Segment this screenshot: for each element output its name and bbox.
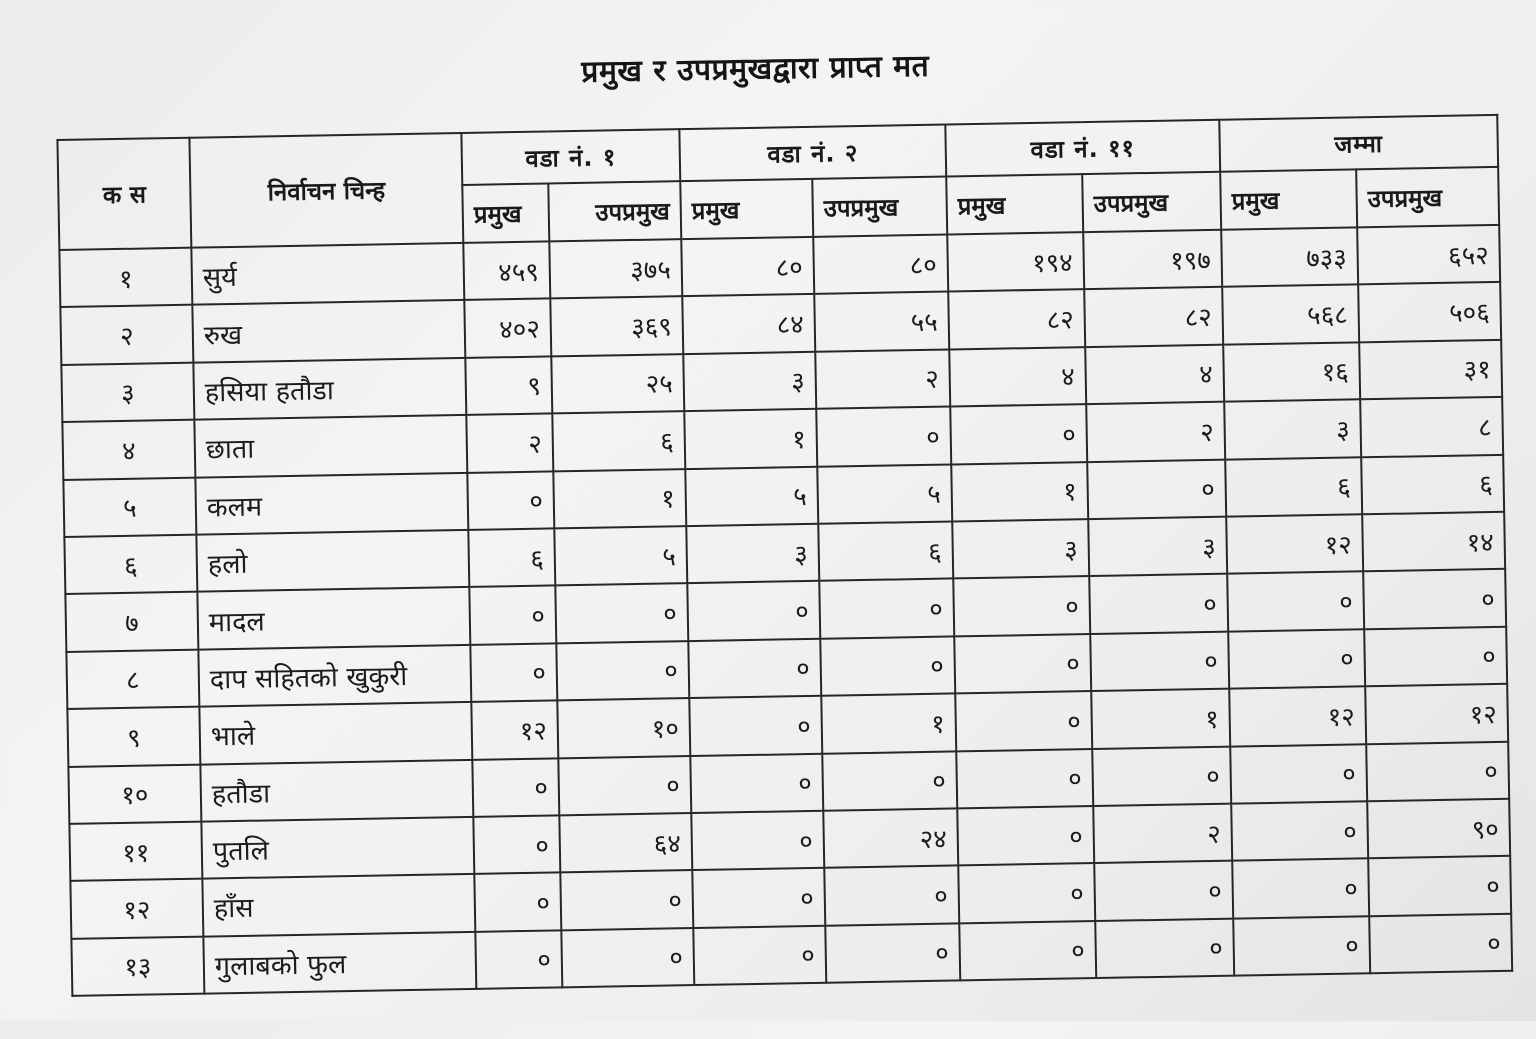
header-symbol: निर्वाचन चिन्ह — [189, 133, 463, 248]
ward-2-deputy-cell: ६ — [818, 521, 953, 581]
ward-2-chief-cell: ५ — [685, 466, 818, 526]
header-ward-11-chief: प्रमुख — [946, 174, 1083, 234]
symbol-cell: हसिया हतौडा — [193, 358, 466, 420]
ward-1-chief-cell: २ — [466, 414, 553, 473]
ward-11-deputy-cell: १ — [1091, 689, 1230, 749]
ward-2-deputy-cell: ८० — [813, 235, 948, 295]
total-deputy-cell: ३१ — [1359, 340, 1502, 400]
total-chief-cell: ३ — [1224, 399, 1361, 459]
ward-2-chief-cell: ० — [688, 639, 821, 699]
ward-11-chief-cell: ८२ — [948, 290, 1085, 350]
ward-1-chief-cell: ० — [472, 758, 559, 817]
ward-2-chief-cell: ८० — [681, 237, 814, 297]
symbol-cell: मादल — [197, 587, 470, 649]
serial-cell: ५ — [63, 477, 196, 537]
ward-11-deputy-cell: ४ — [1085, 344, 1224, 404]
header-ward-1-chief: प्रमुख — [462, 183, 549, 242]
ward-1-chief-cell: ० — [470, 643, 557, 702]
total-chief-cell: १६ — [1223, 342, 1360, 402]
header-serial: क स — [57, 138, 191, 250]
ward-2-chief-cell: ० — [693, 925, 826, 985]
symbol-cell: दाप सहितको खुकुरी — [198, 645, 471, 707]
total-deputy-cell: १२ — [1365, 684, 1508, 744]
ward-1-deputy-cell: ० — [558, 756, 691, 816]
ward-2-chief-cell: १ — [684, 409, 817, 469]
header-ward-1-deputy: उपप्रमुख — [548, 181, 681, 241]
header-ward-2-deputy: उपप्रमुख — [812, 177, 947, 237]
total-deputy-cell: ० — [1368, 856, 1511, 916]
ward-11-deputy-cell: ० — [1095, 918, 1234, 978]
total-chief-cell: ० — [1227, 572, 1364, 632]
ward-11-deputy-cell: ० — [1090, 631, 1229, 691]
serial-cell: १० — [68, 764, 201, 824]
ward-1-deputy-cell: १ — [553, 469, 686, 529]
header-ward-1: वडा नं. १ — [461, 129, 680, 185]
ward-11-deputy-cell: ३ — [1088, 517, 1227, 577]
ward-11-chief-cell: ० — [953, 576, 1090, 636]
ward-11-chief-cell: ३ — [952, 519, 1089, 579]
ward-2-deputy-cell: २४ — [823, 808, 958, 868]
header-ward-11-deputy: उपप्रमुख — [1082, 172, 1221, 232]
ward-2-chief-cell: ३ — [686, 524, 819, 584]
ward-2-deputy-cell: १ — [821, 694, 956, 754]
symbol-cell: सुर्य — [191, 243, 464, 305]
serial-cell: ८ — [66, 649, 199, 709]
serial-cell: १३ — [71, 936, 204, 996]
ward-2-deputy-cell: ० — [820, 636, 955, 696]
ward-2-chief-cell: ० — [691, 811, 824, 871]
serial-cell: १२ — [70, 879, 203, 939]
ward-1-chief-cell: ९ — [465, 356, 552, 415]
ward-1-deputy-cell: ० — [556, 641, 689, 701]
header-total-deputy: उपप्रमुख — [1356, 167, 1499, 227]
total-deputy-cell: ० — [1364, 627, 1507, 687]
total-deputy-cell: ५०६ — [1358, 282, 1501, 342]
ward-11-chief-cell: ० — [954, 634, 1091, 694]
ward-2-deputy-cell: ० — [819, 579, 954, 639]
header-total: जम्मा — [1219, 115, 1498, 172]
ward-2-chief-cell: ० — [692, 868, 825, 928]
total-chief-cell: ० — [1233, 916, 1370, 976]
ward-1-deputy-cell: १० — [557, 698, 690, 758]
total-deputy-cell: ० — [1363, 569, 1506, 629]
ward-11-chief-cell: १ — [951, 462, 1088, 522]
document-sheet — [14, 0, 1536, 1039]
serial-cell: १ — [59, 248, 192, 308]
ward-11-deputy-cell: ० — [1094, 861, 1233, 921]
ward-1-deputy-cell: ३७५ — [549, 239, 682, 299]
ward-1-chief-cell: ० — [474, 873, 561, 932]
ward-11-chief-cell: ० — [959, 921, 1096, 981]
header-ward-2: वडा नं. २ — [679, 125, 946, 182]
total-chief-cell: १२ — [1226, 514, 1363, 574]
serial-cell: २ — [60, 305, 193, 365]
vote-results-table — [56, 114, 1513, 997]
ward-1-chief-cell: ० — [467, 471, 554, 530]
total-deputy-cell: ६ — [1361, 454, 1504, 514]
symbol-cell: गुलाबको फुल — [203, 932, 476, 994]
total-chief-cell: ६ — [1225, 457, 1362, 517]
ward-1-chief-cell: ६ — [468, 528, 555, 587]
ward-11-chief-cell: ४ — [949, 347, 1086, 407]
ward-1-deputy-cell: ५ — [554, 526, 687, 586]
ward-1-deputy-cell: ० — [555, 583, 688, 643]
ward-1-chief-cell: ० — [475, 930, 562, 989]
ward-2-deputy-cell: ० — [822, 751, 957, 811]
total-chief-cell: ५६८ — [1222, 285, 1359, 345]
symbol-cell: भाले — [199, 702, 472, 764]
ward-1-chief-cell: १२ — [471, 701, 558, 760]
total-chief-cell: १२ — [1229, 686, 1366, 746]
document-title: प्रमुख र उपप्रमुखद्वारा प्राप्त मत — [581, 48, 930, 90]
ward-1-chief-cell: ४५९ — [463, 241, 550, 300]
ward-1-deputy-cell: ६ — [552, 411, 685, 471]
ward-11-deputy-cell: ० — [1089, 574, 1228, 634]
ward-11-deputy-cell: ० — [1087, 459, 1226, 519]
total-deputy-cell: ० — [1366, 741, 1509, 801]
ward-1-deputy-cell: ० — [560, 870, 693, 930]
header-ward-2-chief: प्रमुख — [680, 179, 813, 239]
total-deputy-cell: ६५२ — [1357, 225, 1500, 285]
ward-2-deputy-cell: २ — [815, 349, 950, 409]
symbol-cell: हतौडा — [200, 759, 473, 821]
ward-1-deputy-cell: २५ — [551, 354, 684, 414]
total-deputy-cell: ० — [1369, 913, 1512, 973]
ward-11-deputy-cell: ० — [1092, 746, 1231, 806]
ward-11-chief-cell: ० — [958, 863, 1095, 923]
ward-1-chief-cell: ४०२ — [464, 299, 551, 358]
symbol-cell: छाता — [194, 415, 467, 477]
total-chief-cell: ० — [1232, 859, 1369, 919]
ward-11-deputy-cell: १९७ — [1083, 230, 1222, 290]
ward-2-chief-cell: ० — [690, 753, 823, 813]
total-chief-cell: ० — [1231, 801, 1368, 861]
ward-1-chief-cell: ० — [469, 586, 556, 645]
ward-11-chief-cell: ० — [955, 691, 1092, 751]
total-deputy-cell: ८ — [1360, 397, 1503, 457]
serial-cell: ६ — [64, 535, 197, 595]
serial-cell: ४ — [62, 420, 195, 480]
ward-11-chief-cell: ० — [957, 806, 1094, 866]
serial-cell: ३ — [61, 362, 194, 422]
total-deputy-cell: १४ — [1362, 512, 1505, 572]
ward-2-chief-cell: ० — [689, 696, 822, 756]
ward-11-deputy-cell: २ — [1086, 402, 1225, 462]
symbol-cell: हाँस — [202, 874, 475, 936]
symbol-cell: पुतलि — [201, 817, 474, 879]
symbol-cell: रुख — [192, 300, 465, 362]
ward-1-deputy-cell: ६४ — [559, 813, 692, 873]
ward-11-deputy-cell: ८२ — [1084, 287, 1223, 347]
serial-cell: ११ — [69, 822, 202, 882]
ward-2-deputy-cell: ५ — [817, 464, 952, 524]
total-chief-cell: ० — [1228, 629, 1365, 689]
ward-2-deputy-cell: ५५ — [814, 292, 949, 352]
total-chief-cell: ० — [1230, 744, 1367, 804]
ward-11-chief-cell: ० — [950, 404, 1087, 464]
ward-1-chief-cell: ० — [473, 815, 560, 874]
ward-2-deputy-cell: ० — [816, 407, 951, 467]
header-total-chief: प्रमुख — [1220, 169, 1357, 229]
symbol-cell: कलम — [195, 472, 468, 534]
ward-1-deputy-cell: ३६९ — [550, 297, 683, 357]
ward-11-deputy-cell: २ — [1093, 804, 1232, 864]
ward-2-chief-cell: ० — [687, 581, 820, 641]
header-ward-11: वडा नं. ११ — [945, 120, 1220, 177]
results-body — [59, 225, 1512, 996]
serial-cell: ७ — [65, 592, 198, 652]
ward-2-deputy-cell: ० — [824, 866, 959, 926]
serial-cell: ९ — [67, 707, 200, 767]
ward-11-chief-cell: १९४ — [947, 232, 1084, 292]
ward-11-chief-cell: ० — [956, 749, 1093, 809]
total-chief-cell: ७३३ — [1221, 227, 1358, 287]
ward-1-deputy-cell: ० — [561, 928, 694, 988]
total-deputy-cell: ९० — [1367, 799, 1510, 859]
ward-2-deputy-cell: ० — [825, 923, 960, 983]
ward-2-chief-cell: ८४ — [682, 294, 815, 354]
ward-2-chief-cell: ३ — [683, 352, 816, 412]
symbol-cell: हलो — [196, 530, 469, 592]
